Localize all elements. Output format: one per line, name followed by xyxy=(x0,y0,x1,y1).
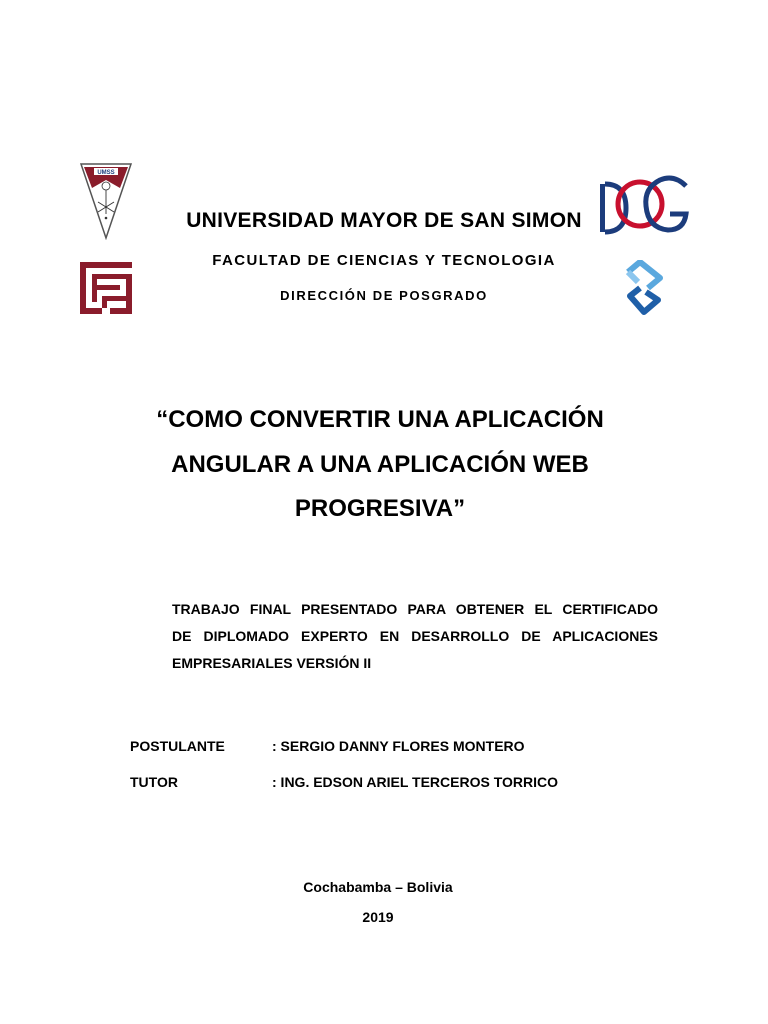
description-line-2: DE DIPLOMADO EXPERTO EN DESARROLLO DE APLICACIONES xyxy=(172,628,658,644)
tutor-value: : ING. EDSON ARIEL TERCEROS TORRICO xyxy=(272,774,558,790)
city-text: Cochabamba – Bolivia xyxy=(303,879,453,895)
description-line-1: TRABAJO FINAL PRESENTADO PARA OBTENER EL CERTIFICADO xyxy=(172,601,658,617)
umss-logo-text: UMSS xyxy=(97,170,115,176)
title-line-3: PROGRESIVA” xyxy=(294,495,466,522)
faculty-name: FACULTAD DE CIENCIAS Y TECNOLOGIA xyxy=(212,252,556,269)
year-text: 2019 xyxy=(362,909,394,925)
tutor-label: TUTOR xyxy=(130,774,178,790)
direction-name: DIRECCIÓN DE POSGRADO xyxy=(280,288,488,303)
title-line-2: ANGULAR A UNA APLICACIÓN WEB xyxy=(171,451,589,478)
university-name: UNIVERSIDAD MAYOR DE SAN SIMON xyxy=(186,209,582,232)
applicant-value: : SERGIO DANNY FLORES MONTERO xyxy=(272,738,525,754)
applicant-label: POSTULANTE xyxy=(130,738,225,754)
description-line-3: EMPRESARIALES VERSIÓN II xyxy=(172,655,372,671)
title-line-1: “COMO CONVERTIR UNA APLICACIÓN xyxy=(156,406,604,433)
description-block xyxy=(172,596,658,677)
